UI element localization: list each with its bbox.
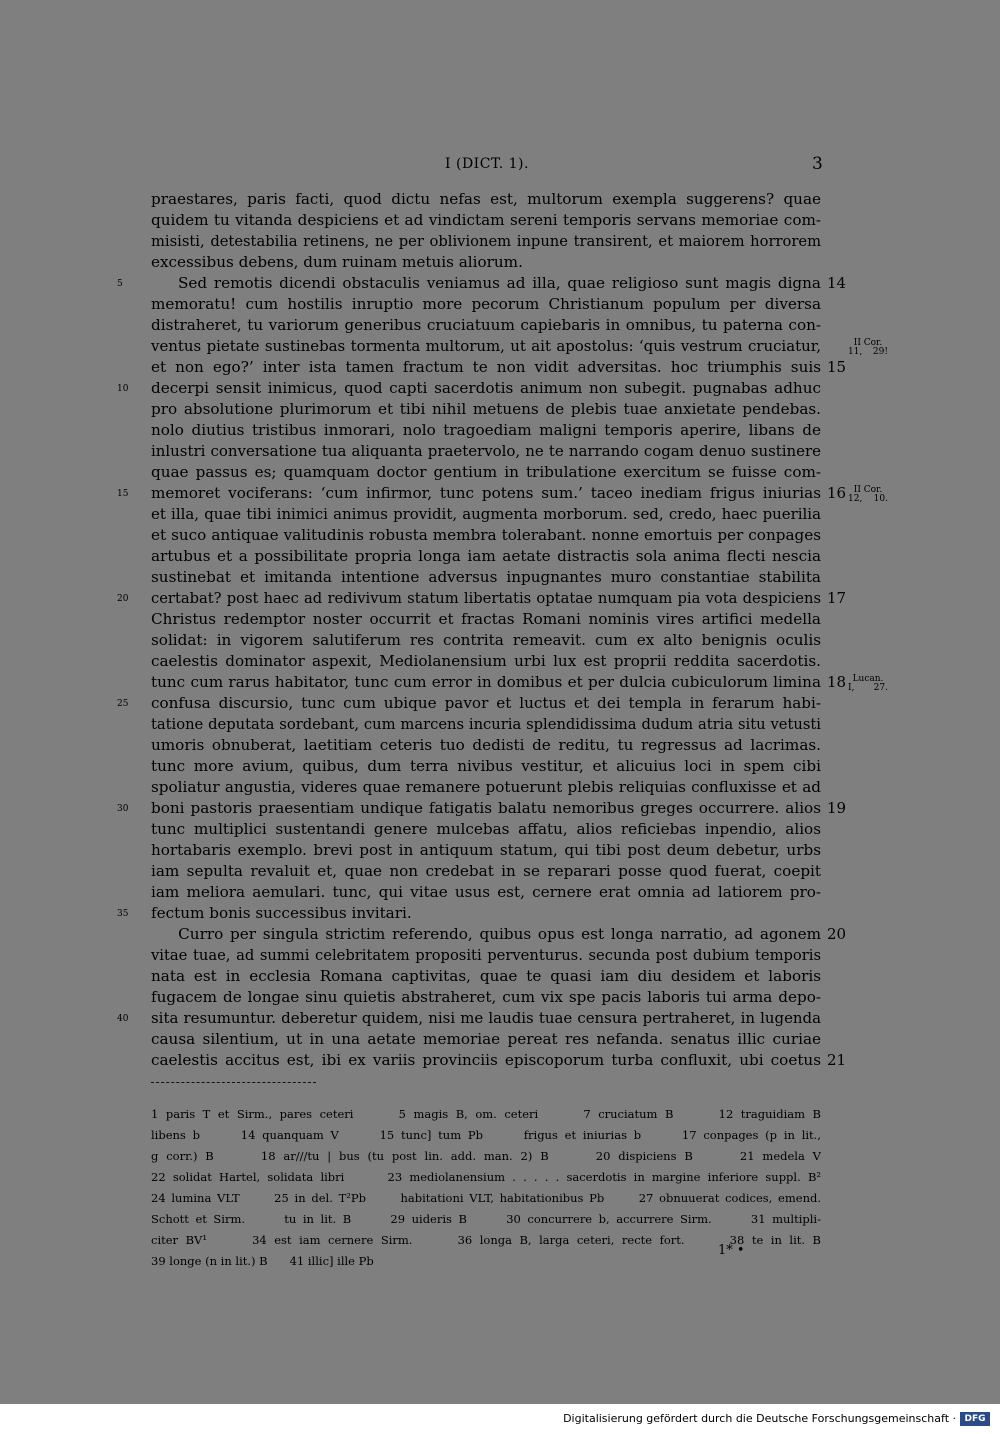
line-text: fectum bonis successibus invitari. [151,904,412,922]
text-line [151,651,821,672]
funding-notice: Digitalisierung gefördert durch die Deutsche Forschungsgemeinschaft · [563,1412,956,1425]
chapter-number: 17 [827,589,847,607]
line-text: tunc cum rarus habitator, tunc cum error in domibus et per dulcia cubiculorum limina [151,673,821,691]
text-line [151,840,821,861]
line-text: umoris obnuberat, laetitiam ceteris tuo dedisti de reditu, tu regressus ad lacrimas. [151,736,821,754]
line-text: memoret vociferans: ‘cum infirmor, tunc potens sum.’ taceo inediam frigus iniurias [151,484,821,502]
line-text: et illa, quae tibi inimici animus providit, augmenta morborum. sed, credo, haec puerilia [151,505,821,523]
line-number: 30 [117,804,129,814]
running-head: I (DICT. 1). [445,156,529,172]
text-line [151,336,888,357]
line-text: quae passus es; quamquam doctor gentium in tribulatione exercitum se fuisse com- [151,463,821,481]
text-line [151,567,821,588]
line-text: inlustri conversatione tua aliquanta praetervolo, ne te narrando cogam denuo sustinere [151,442,821,460]
line-text: caelestis accitus est, ibi ex variis provinciis episcoporum turba confluxit, ubi coetus [151,1051,821,1069]
page-number: 3 [812,154,823,174]
line-text: nata est in ecclesia Romana captivitas, quae te quasi iam diu desidem et laboris [151,967,821,985]
text-line [117,903,821,924]
footnote-rule [151,1082,316,1083]
text-line [151,630,821,651]
marginal-reference: II Cor. 12, 10. [848,485,888,504]
text-line [151,525,821,546]
text-line [151,189,821,210]
line-number: 5 [117,279,123,289]
apparatus-line: 1 paris T et Sirm., pares ceteri 5 magis B, om. ceteri 7 cruciatum B 12 traguidiam B [151,1107,821,1121]
text-line [151,924,847,945]
marginal-reference: Lucan. I, 27. [848,674,888,693]
line-text: iam meliora aemulari. tunc, qui vitae usus est, cernere erat omnia ad latiorem pro- [151,883,821,901]
line-number: 10 [117,384,129,394]
line-text: vitae tuae, ad summi celebritatem propositi perventurus. secunda post dubium temporis [151,947,821,964]
chapter-number: 16 [827,484,847,502]
text-line [151,819,821,840]
line-text: sita resumuntur. deberetur quidem, nisi me laudis tuae censura pertraheret, in lugenda [151,1009,821,1027]
text-line [117,273,847,294]
chapter-number: 20 [827,925,847,943]
text-line [151,462,821,483]
line-number: 35 [117,909,129,919]
text-line [151,210,821,231]
text-line [151,1050,847,1071]
text-line [151,987,821,1008]
line-text: boni pastoris praesentiam undique fatigatis balatu nemoribus greges occurrere. alios [151,799,821,817]
line-text: hortabaris exemplo. brevi post in antiquum statum, qui tibi post deum debetur, urbs [151,841,821,859]
chapter-number: 18 [827,673,847,691]
footer-bar [0,1404,1000,1434]
line-text: distraheret, tu variorum generibus cruciatuum capiebaris in omnibus, tu paterna con- [151,316,821,334]
line-text: Sed remotis dicendi obstaculis veniamus ad illa, quae religioso sunt magis digna [151,274,821,292]
text-line [151,504,821,525]
apparatus-line: 39 longe (n in lit.) B 41 illic] ille Pb [151,1254,374,1268]
dfg-logo: DFG [960,1412,990,1426]
apparatus-line: 22 solidat Hartel, solidata libri 23 mediolanensium . . . . . sacerdotis in margine inferiore suppl. B² [151,1170,821,1184]
line-text: causa silentium, ut in una aetate memoriae pereat res nefanda. senatus illic curiae [151,1030,821,1048]
text-line [151,252,821,273]
text-line [151,399,821,420]
text-line [151,357,847,378]
text-line [151,315,821,336]
line-text: et non ego?’ inter ista tamen fractum te non vidit adversitas. hoc triumphis suis [151,358,821,376]
main-text [117,189,888,1071]
text-line [151,420,821,441]
text-line [151,861,821,882]
line-text: fugacem de longae sinu quietis abstraheret, cum vix spe pacis laboris tui arma depo- [151,988,821,1006]
line-text: et suco antiquae valitudinis robusta membra tolerabant. nonne emortuis per conpages [151,526,821,544]
text-line [151,1029,821,1050]
line-text: praestares, paris facti, quod dictu nefas est, multorum exempla suggerens? quae [151,190,821,208]
text-line [151,672,888,693]
text-line [151,735,821,756]
apparatus-line: g corr.) B 18 ar///tu | bus (tu post lin. add. man. 2) B 20 dispiciens B 21 medela V [151,1149,821,1163]
line-text: quidem tu vitanda despiciens et ad vindictam sereni temporis servans memoriae com- [151,211,821,229]
line-text: memoratu! cum hostilis inruptio more pecorum Christianum populum per diversa [151,295,821,313]
line-text: tatione deputata sordebant, cum marcens incuria splendidissima dudum atria situ vetusti [151,716,821,733]
text-line [151,777,821,798]
line-text: solidat: in vigorem salutiferum res contrita remeavit. cum ex alto benignis oculis [151,631,821,649]
chapter-number: 15 [827,358,847,376]
text-line [151,609,821,630]
text-line [117,588,847,609]
line-text: certabat? post haec ad redivivum statum libertatis optatae numquam pia vota despiciens [151,590,821,607]
text-line [151,546,821,567]
text-line [151,714,821,735]
line-text: excessibus debens, dum ruinam metuis aliorum. [151,253,523,271]
text-line [151,882,821,903]
line-text: Curro per singula strictim referendo, quibus opus est longa narratio, ad agonem [151,925,821,943]
chapter-number: 21 [827,1051,847,1069]
text-line [117,1008,821,1029]
text-line [117,378,821,399]
line-text: sustinebat et imitanda intentione adversus inpugnantes muro constantiae stabilita [151,568,821,586]
line-number: 25 [117,699,129,709]
line-number: 40 [117,1014,129,1024]
text-line [151,231,821,252]
text-line [151,756,821,777]
chapter-number: 19 [827,799,847,817]
line-text: confusa discursio, tunc cum ubique pavor et luctus et dei templa in ferarum habi- [151,694,821,712]
line-text: nolo diutius tristibus inmorari, nolo tragoediam maligni temporis aperire, libans de [151,421,821,439]
marginal-reference: II Cor. 11, 29! [848,338,888,357]
line-text: iam sepulta revaluit et, quae non credebat in se reparari posse quod fuerat, coepit [151,862,821,880]
line-text: caelestis dominator aspexit, Mediolanensium urbi lux est proprii reddita sacerdotis. [151,652,821,670]
line-number: 15 [117,489,129,499]
text-line [151,441,821,462]
signature-mark: 1* • [718,1243,745,1258]
line-text: misisti, detestabilia retinens, ne per oblivionem inpune transirent, et maiorem horrorem [151,233,821,250]
apparatus-line: 24 lumina VLT 25 in del. T²Pb habitationi VLT, habitationibus Pb 27 obnuuerat codices, emend. [151,1191,821,1205]
line-text: spoliatur angustia, videres quae remanere potuerunt plebis reliquias confluxisse et ad [151,778,821,796]
line-text: pro absolutione plurimorum et tibi nihil metuens de plebis tuae anxietate pendebas. [151,400,821,418]
text-line [151,966,821,987]
line-text: artubus et a possibilitate propria longa iam aetate distractis sola anima flecti nescia [151,547,821,565]
text-line [117,483,888,504]
text-line [151,945,821,966]
apparatus-line: Schott et Sirm. tu in lit. B 29 uideris B 30 concurrere b, accurrere Sirm. 31 multipli- [151,1212,821,1226]
text-line [117,798,847,819]
apparatus-line: citer BV¹ 34 est iam cernere Sirm. 36 longa B, larga ceteri, recte fort. 38 te in lit. B [151,1233,821,1247]
text-line [117,693,821,714]
text-line [151,294,821,315]
line-text: tunc more avium, quibus, dum terra nivibus vestitur, et alicuius loci in spem cibi [151,757,821,775]
line-text: Christus redemptor noster occurrit et fractas Romani nominis vires artifici medella [151,610,821,628]
chapter-number: 14 [827,274,847,292]
line-text: tunc multiplici sustentandi genere mulcebas affatu, alios reficiebas inpendio, alios [151,820,821,838]
apparatus-line: libens b 14 quanquam V 15 tunc] tum Pb frigus et iniurias b 17 conpages (p in lit., [151,1128,821,1142]
line-text: ventus pietate sustinebas tormenta multorum, ut ait apostolus: ‘quis vestrum cruciatur, [151,337,821,355]
line-number: 20 [117,594,129,604]
line-text: decerpi sensit inimicus, quod capti sacerdotis animum non subegit. pugnabas adhuc [151,379,821,397]
